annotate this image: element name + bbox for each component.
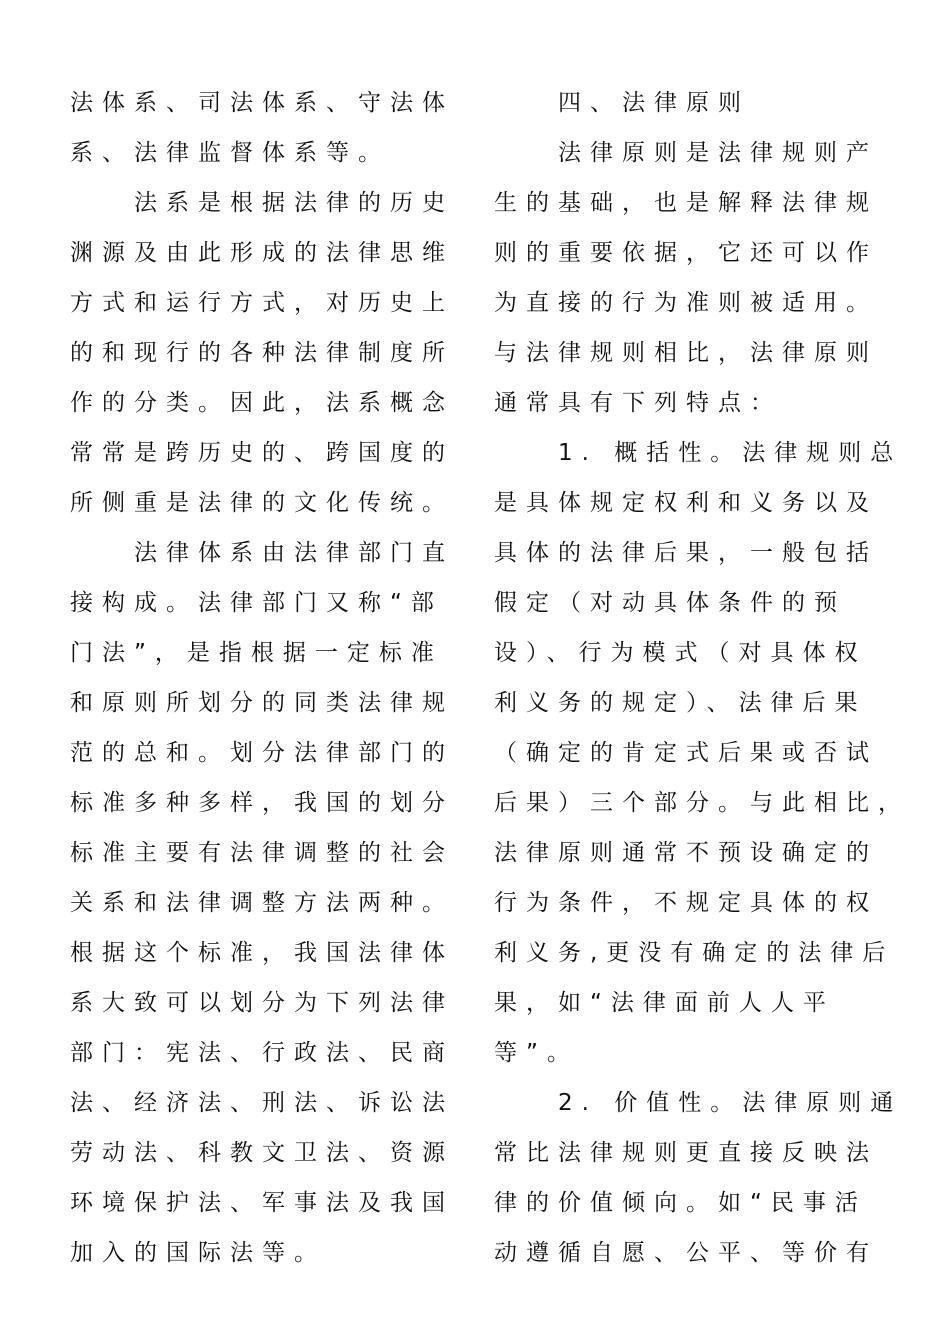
text-line: 关系和法律调整方法两种。 bbox=[70, 890, 454, 916]
text-line: 常比法律规则更直接反映法 bbox=[494, 1140, 878, 1166]
text-line: 所侧重是法律的文化传统。 bbox=[70, 490, 454, 516]
text-line: 渊源及由此形成的法律思维 bbox=[70, 240, 454, 266]
text-line: 2. 价值性。法律原则通 bbox=[494, 1090, 903, 1116]
text-line: 后果）三个部分。与此相比， bbox=[494, 790, 910, 816]
text-line: 为直接的行为准则被适用。 bbox=[494, 290, 878, 316]
text-line: 法律体系由法律部门直 bbox=[70, 540, 454, 566]
left-text-column bbox=[70, 78, 470, 1278]
text-line: 利义务的规定）、法律后果 bbox=[494, 690, 867, 716]
text-line: 标准主要有法律调整的社会 bbox=[70, 840, 454, 866]
text-line: 是具体规定权利和义务以及 bbox=[494, 490, 878, 516]
text-line: 系大致可以划分为下列法律 bbox=[70, 990, 454, 1016]
text-line: 法体系、司法体系、守法体 bbox=[70, 90, 454, 116]
text-line: 律的价值倾向。如“民事活 bbox=[494, 1190, 867, 1216]
text-line: 法系是根据法律的历史 bbox=[70, 190, 454, 216]
text-line: 加入的国际法等。 bbox=[70, 1240, 326, 1266]
text-line: 门法”，是指根据一定标准 bbox=[70, 640, 443, 666]
right-text-column bbox=[494, 78, 914, 1278]
text-line: 法律原则通常不预设确定的 bbox=[494, 840, 878, 866]
text-line: （确定的肯定式后果或否试 bbox=[494, 740, 878, 766]
text-line: 与法律规则相比，法律原则 bbox=[494, 340, 878, 366]
text-line: 接构成。法律部门又称“部 bbox=[70, 590, 443, 616]
text-line: 的和现行的各种法律制度所 bbox=[70, 340, 454, 366]
text-line: 假定（对动具体条件的预 bbox=[494, 590, 846, 616]
text-line: 动遵循自愿、公平、等价有 bbox=[494, 1240, 878, 1266]
text-line: 行为条件，不规定具体的权 bbox=[494, 890, 878, 916]
text-line: 范的总和。划分法律部门的 bbox=[70, 740, 454, 766]
text-line: 部门：宪法、行政法、民商 bbox=[70, 1040, 454, 1066]
text-line: 系、法律监督体系等。 bbox=[70, 140, 390, 166]
text-line: 果，如“法律面前人人平 bbox=[494, 990, 835, 1016]
text-line: 等”。 bbox=[494, 1040, 579, 1066]
text-line: 劳动法、科教文卫法、资源 bbox=[70, 1140, 454, 1166]
text-line: 常常是跨历史的、跨国度的 bbox=[70, 440, 454, 466]
text-line: 生的基础，也是解释法律规 bbox=[494, 190, 878, 216]
text-line: 利义务,更没有确定的法律后 bbox=[494, 940, 895, 966]
text-line: 则的重要依据，它还可以作 bbox=[494, 240, 878, 266]
text-line: 法、经济法、刑法、诉讼法 bbox=[70, 1090, 454, 1116]
text-line: 法律原则是法律规则产 bbox=[494, 140, 878, 166]
text-line: 方式和运行方式，对历史上 bbox=[70, 290, 454, 316]
text-line: 标准多种多样，我国的划分 bbox=[70, 790, 454, 816]
text-line: 通常具有下列特点： bbox=[494, 390, 782, 416]
text-line: 1. 概括性。法律规则总 bbox=[494, 440, 903, 466]
text-line: 设）、行为模式（对具体权 bbox=[494, 640, 867, 666]
text-line: 和原则所划分的同类法律规 bbox=[70, 690, 454, 716]
text-line: 具体的法律后果，一般包括 bbox=[494, 540, 878, 566]
text-line: 环境保护法、军事法及我国 bbox=[70, 1190, 454, 1216]
section-heading: 四、法律原则 bbox=[494, 90, 750, 116]
text-line: 根据这个标准，我国法律体 bbox=[70, 940, 454, 966]
text-line: 作的分类。因此，法系概念 bbox=[70, 390, 454, 416]
